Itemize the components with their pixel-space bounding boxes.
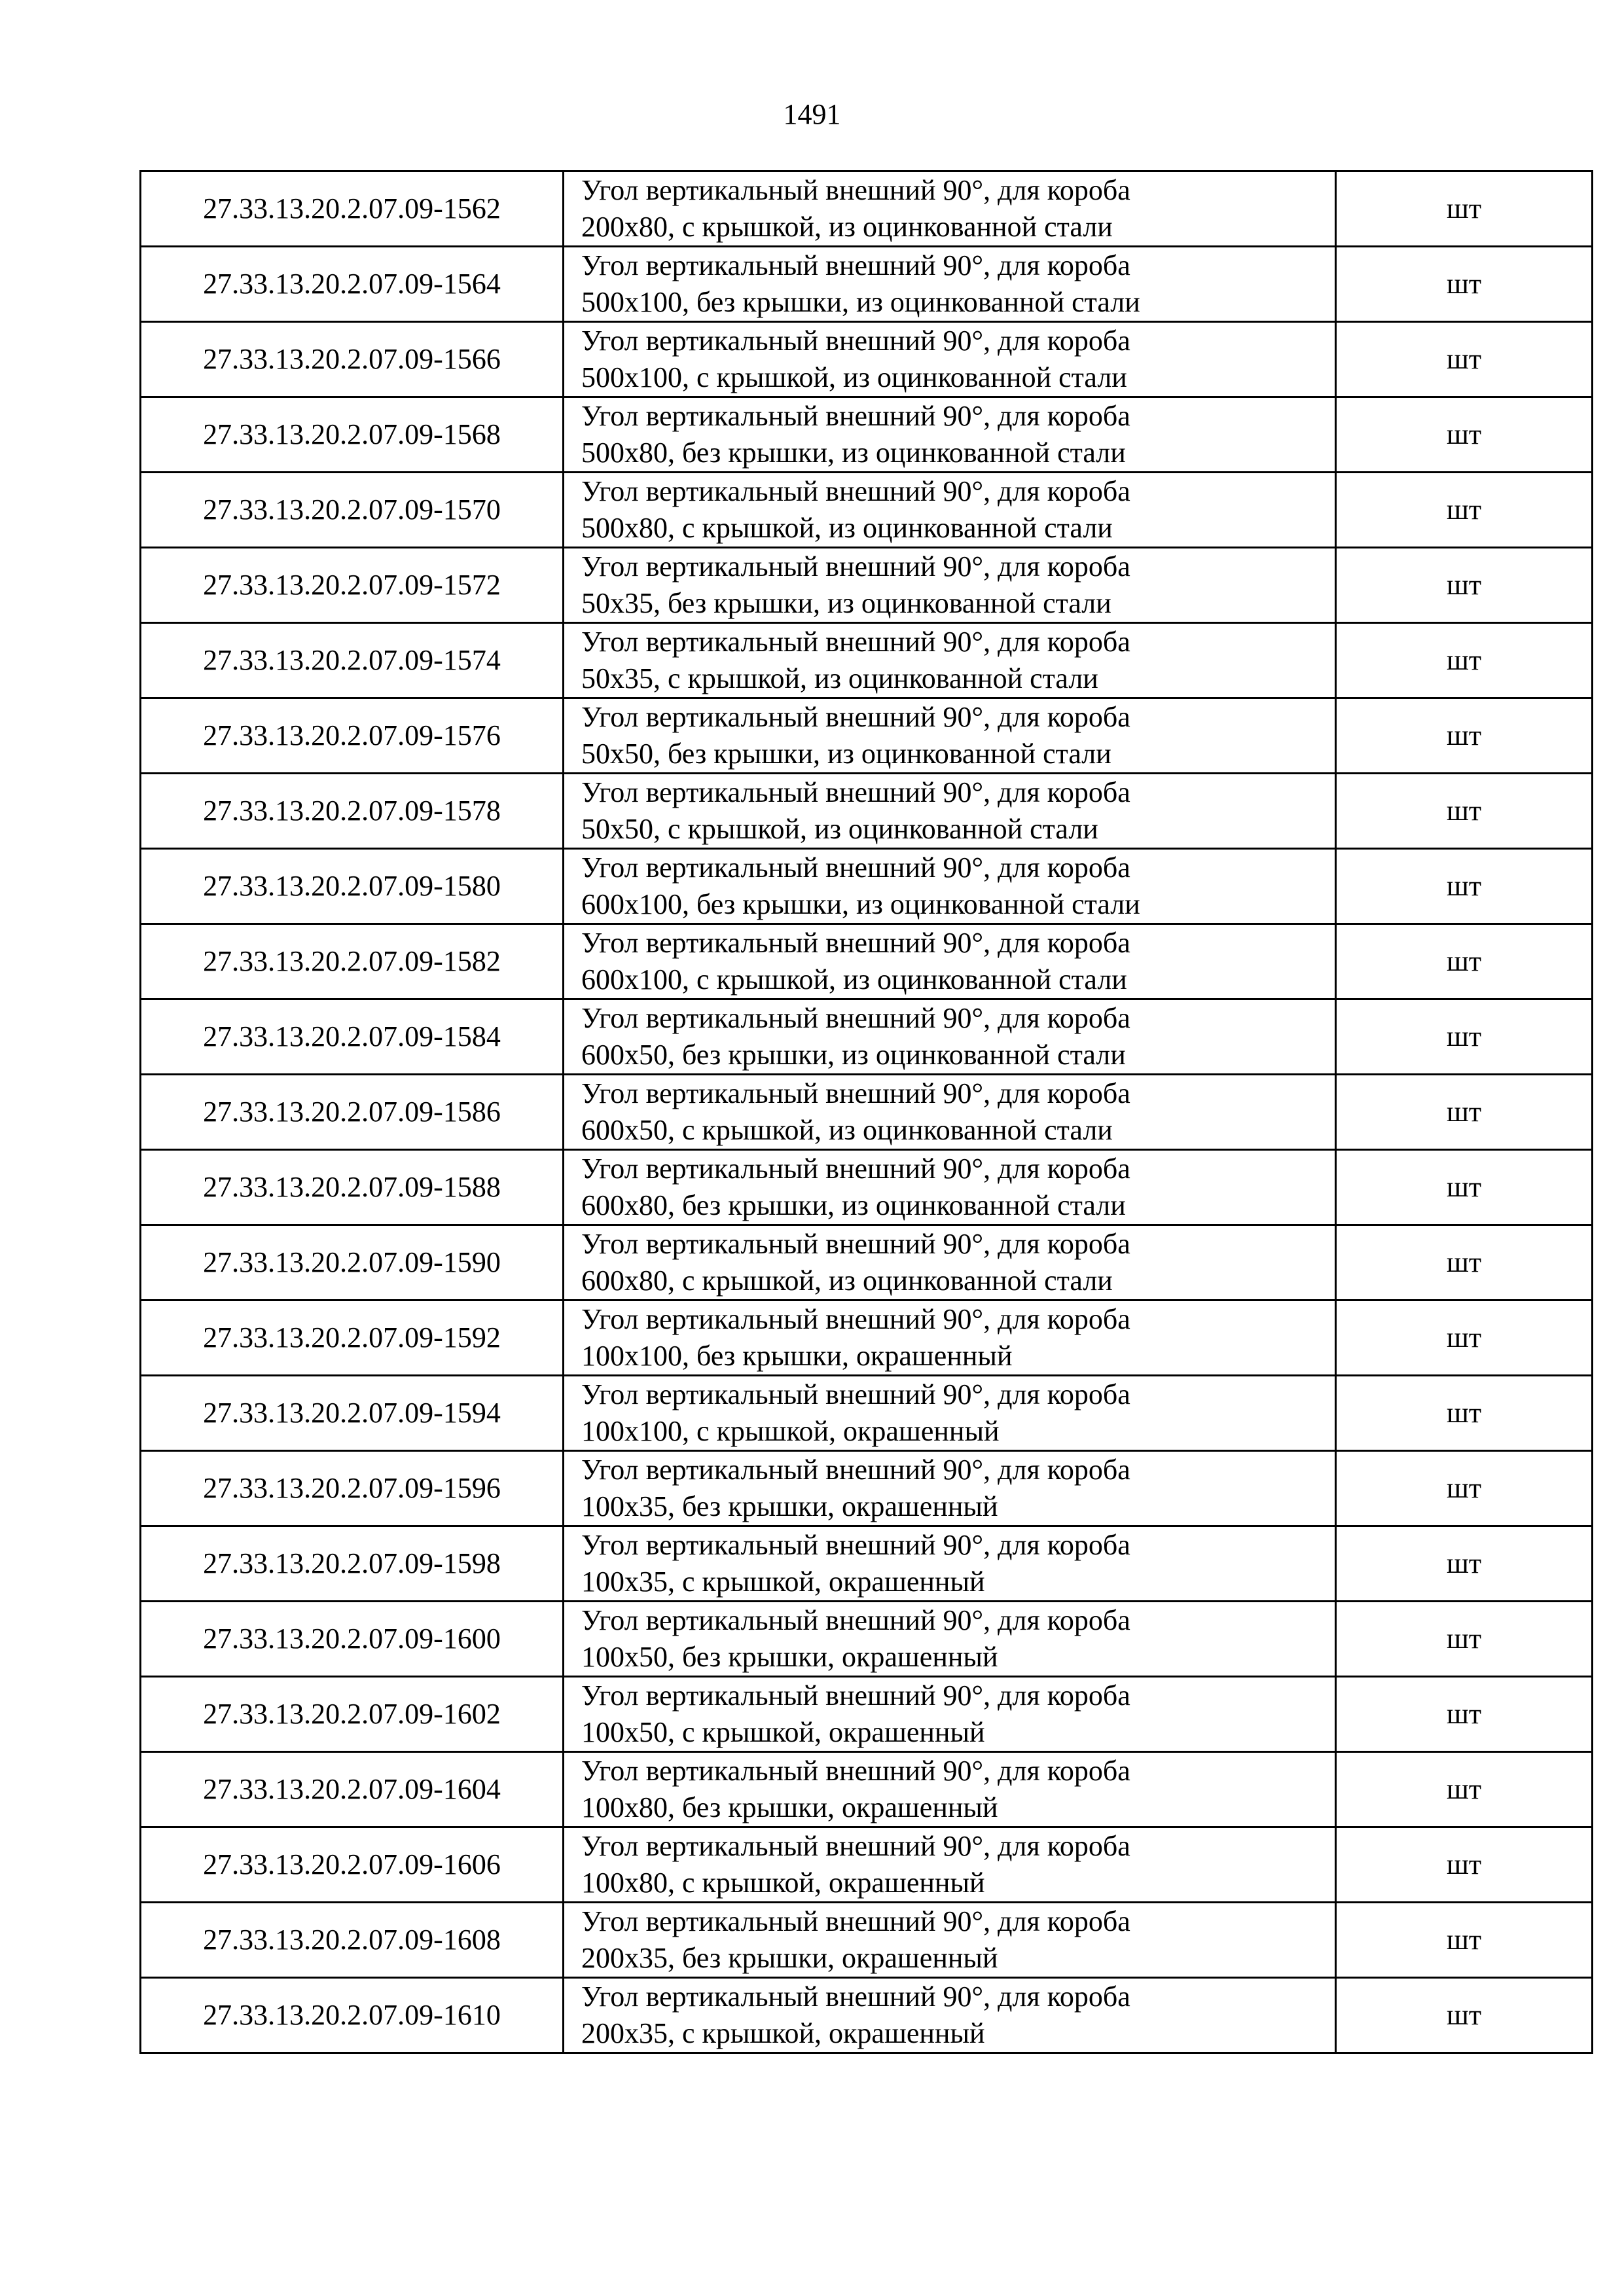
item-code: 27.33.13.20.2.07.09-1576: [141, 698, 564, 774]
description-line: 100х50, без крышки, окрашенный: [581, 1641, 998, 1673]
item-unit: шт: [1336, 1225, 1593, 1300]
description-line: 500х80, без крышки, из оцинкованной стали: [581, 437, 1126, 469]
table-row: [141, 548, 1593, 623]
item-unit: шт: [1336, 1075, 1593, 1150]
table-row: [141, 623, 1593, 698]
item-description: [564, 1978, 1336, 2053]
item-code: 27.33.13.20.2.07.09-1596: [141, 1451, 564, 1526]
description-line: 100х80, без крышки, окрашенный: [581, 1791, 998, 1823]
item-unit: шт: [1336, 1752, 1593, 1827]
item-code: 27.33.13.20.2.07.09-1572: [141, 548, 564, 623]
item-code: 27.33.13.20.2.07.09-1590: [141, 1225, 564, 1300]
description-line: 100х35, с крышкой, окрашенный: [581, 1566, 985, 1598]
item-unit: шт: [1336, 849, 1593, 924]
table-row: [141, 1602, 1593, 1677]
table-row: [141, 247, 1593, 322]
item-code: 27.33.13.20.2.07.09-1566: [141, 322, 564, 397]
table-row: [141, 924, 1593, 999]
description-line: 500х100, без крышки, из оцинкованной стали: [581, 286, 1140, 318]
description-line: 50х35, с крышкой, из оцинкованной стали: [581, 662, 1098, 694]
table-row: [141, 1827, 1593, 1903]
item-code: 27.33.13.20.2.07.09-1580: [141, 849, 564, 924]
table-row: [141, 1075, 1593, 1150]
item-unit: шт: [1336, 1602, 1593, 1677]
page-number: 1491: [783, 98, 841, 130]
description-line: 100х100, без крышки, окрашенный: [581, 1340, 1013, 1372]
description-line: Угол вертикальный внешний 90°, для короба: [581, 1378, 1130, 1410]
item-unit: шт: [1336, 999, 1593, 1075]
item-code: 27.33.13.20.2.07.09-1604: [141, 1752, 564, 1827]
item-code: 27.33.13.20.2.07.09-1584: [141, 999, 564, 1075]
description-line: Угол вертикальный внешний 90°, для короба: [581, 1228, 1130, 1260]
price-table: [139, 170, 1593, 2054]
item-unit: шт: [1336, 1903, 1593, 1978]
description-line: 500х80, с крышкой, из оцинкованной стали: [581, 512, 1113, 544]
description-line: 50х35, без крышки, из оцинкованной стали: [581, 587, 1111, 619]
item-code: 27.33.13.20.2.07.09-1588: [141, 1150, 564, 1225]
description-line: Угол вертикальный внешний 90°, для короба: [581, 1303, 1130, 1335]
item-code: 27.33.13.20.2.07.09-1592: [141, 1300, 564, 1376]
item-code: 27.33.13.20.2.07.09-1600: [141, 1602, 564, 1677]
description-line: 200х35, с крышкой, окрашенный: [581, 2017, 985, 2049]
description-line: Угол вертикальный внешний 90°, для короба: [581, 325, 1130, 357]
table-row: [141, 1150, 1593, 1225]
item-unit: шт: [1336, 1526, 1593, 1602]
description-line: Угол вертикальный внешний 90°, для короба: [581, 1981, 1130, 2013]
item-description: [564, 623, 1336, 698]
item-code: 27.33.13.20.2.07.09-1570: [141, 473, 564, 548]
item-description: [564, 247, 1336, 322]
item-unit: шт: [1336, 397, 1593, 473]
item-description: [564, 698, 1336, 774]
item-unit: шт: [1336, 1677, 1593, 1752]
item-unit: шт: [1336, 1451, 1593, 1526]
description-line: 600х80, с крышкой, из оцинкованной стали: [581, 1265, 1113, 1297]
table-row: [141, 1376, 1593, 1451]
item-code: 27.33.13.20.2.07.09-1594: [141, 1376, 564, 1451]
description-line: Угол вертикальный внешний 90°, для короба: [581, 1153, 1130, 1185]
item-unit: шт: [1336, 1978, 1593, 2053]
item-description: [564, 548, 1336, 623]
table-row: [141, 1903, 1593, 1978]
item-unit: шт: [1336, 473, 1593, 548]
table-row: [141, 1526, 1593, 1602]
description-line: 600х100, без крышки, из оцинкованной стали: [581, 888, 1140, 920]
description-line: 200х35, без крышки, окрашенный: [581, 1942, 998, 1974]
item-description: [564, 397, 1336, 473]
description-line: 600х100, с крышкой, из оцинкованной стали: [581, 963, 1127, 996]
item-description: [564, 999, 1336, 1075]
item-description: [564, 1225, 1336, 1300]
item-unit: шт: [1336, 1300, 1593, 1376]
item-unit: шт: [1336, 698, 1593, 774]
table-row: [141, 473, 1593, 548]
description-line: Угол вертикальный внешний 90°, для короба: [581, 1830, 1130, 1862]
table-row: [141, 698, 1593, 774]
item-description: [564, 924, 1336, 999]
table-row: [141, 1451, 1593, 1526]
description-line: 200х80, с крышкой, из оцинкованной стали: [581, 211, 1113, 243]
description-line: Угол вертикальный внешний 90°, для короба: [581, 475, 1130, 507]
item-code: 27.33.13.20.2.07.09-1564: [141, 247, 564, 322]
item-description: [564, 1150, 1336, 1225]
description-line: 100х50, с крышкой, окрашенный: [581, 1716, 985, 1748]
table-row: [141, 171, 1593, 247]
item-description: [564, 1376, 1336, 1451]
description-line: Угол вертикальный внешний 90°, для короба: [581, 1529, 1130, 1561]
table-row: [141, 322, 1593, 397]
item-unit: шт: [1336, 171, 1593, 247]
item-code: 27.33.13.20.2.07.09-1602: [141, 1677, 564, 1752]
description-line: Угол вертикальный внешний 90°, для короба: [581, 701, 1130, 733]
table-row: [141, 1978, 1593, 2053]
description-line: 100х35, без крышки, окрашенный: [581, 1490, 998, 1522]
item-unit: шт: [1336, 1827, 1593, 1903]
item-description: [564, 322, 1336, 397]
table-row: [141, 397, 1593, 473]
item-description: [564, 1075, 1336, 1150]
item-unit: шт: [1336, 1150, 1593, 1225]
item-description: [564, 774, 1336, 849]
item-code: 27.33.13.20.2.07.09-1578: [141, 774, 564, 849]
description-line: Угол вертикальный внешний 90°, для короба: [581, 1604, 1130, 1636]
item-description: [564, 1752, 1336, 1827]
table-row: [141, 849, 1593, 924]
item-code: 27.33.13.20.2.07.09-1598: [141, 1526, 564, 1602]
table-row: [141, 1225, 1593, 1300]
item-description: [564, 1827, 1336, 1903]
item-code: 27.33.13.20.2.07.09-1574: [141, 623, 564, 698]
table-row: [141, 1300, 1593, 1376]
item-code: 27.33.13.20.2.07.09-1610: [141, 1978, 564, 2053]
description-line: Угол вертикальный внешний 90°, для короба: [581, 1077, 1130, 1109]
item-unit: шт: [1336, 774, 1593, 849]
description-line: Угол вертикальный внешний 90°, для короба: [581, 626, 1130, 658]
item-description: [564, 849, 1336, 924]
item-code: 27.33.13.20.2.07.09-1586: [141, 1075, 564, 1150]
item-code: 27.33.13.20.2.07.09-1568: [141, 397, 564, 473]
description-line: 600х50, с крышкой, из оцинкованной стали: [581, 1114, 1113, 1146]
description-line: 100х80, с крышкой, окрашенный: [581, 1867, 985, 1899]
item-description: [564, 171, 1336, 247]
item-code: 27.33.13.20.2.07.09-1562: [141, 171, 564, 247]
description-line: Угол вертикальный внешний 90°, для короба: [581, 1002, 1130, 1034]
item-description: [564, 1602, 1336, 1677]
description-line: 600х80, без крышки, из оцинкованной стали: [581, 1189, 1126, 1221]
item-unit: шт: [1336, 924, 1593, 999]
item-code: 27.33.13.20.2.07.09-1606: [141, 1827, 564, 1903]
description-line: Угол вертикальный внешний 90°, для короба: [581, 927, 1130, 959]
item-unit: шт: [1336, 322, 1593, 397]
description-line: Угол вертикальный внешний 90°, для короба: [581, 852, 1130, 884]
item-description: [564, 473, 1336, 548]
description-line: 600х50, без крышки, из оцинкованной стали: [581, 1039, 1126, 1071]
item-description: [564, 1903, 1336, 1978]
item-unit: шт: [1336, 548, 1593, 623]
item-code: 27.33.13.20.2.07.09-1608: [141, 1903, 564, 1978]
description-line: 100х100, с крышкой, окрашенный: [581, 1415, 1000, 1447]
description-line: 50х50, с крышкой, из оцинкованной стали: [581, 813, 1098, 845]
description-line: Угол вертикальный внешний 90°, для короба: [581, 1679, 1130, 1712]
item-unit: шт: [1336, 623, 1593, 698]
description-line: Угол вертикальный внешний 90°, для короба: [581, 174, 1130, 206]
description-line: Угол вертикальный внешний 90°, для короба: [581, 1905, 1130, 1937]
description-line: Угол вертикальный внешний 90°, для короба: [581, 249, 1130, 281]
item-unit: шт: [1336, 247, 1593, 322]
item-code: 27.33.13.20.2.07.09-1582: [141, 924, 564, 999]
item-description: [564, 1526, 1336, 1602]
description-line: 500х100, с крышкой, из оцинкованной стали: [581, 361, 1127, 393]
description-line: Угол вертикальный внешний 90°, для короба: [581, 776, 1130, 808]
table-row: [141, 774, 1593, 849]
description-line: Угол вертикальный внешний 90°, для короба: [581, 1454, 1130, 1486]
description-line: Угол вертикальный внешний 90°, для короба: [581, 1755, 1130, 1787]
item-unit: шт: [1336, 1376, 1593, 1451]
table-row: [141, 1752, 1593, 1827]
item-description: [564, 1300, 1336, 1376]
description-line: 50х50, без крышки, из оцинкованной стали: [581, 738, 1111, 770]
table-row: [141, 999, 1593, 1075]
description-line: Угол вертикальный внешний 90°, для короба: [581, 550, 1130, 583]
table-row: [141, 1677, 1593, 1752]
description-line: Угол вертикальный внешний 90°, для короба: [581, 400, 1130, 432]
item-description: [564, 1677, 1336, 1752]
item-description: [564, 1451, 1336, 1526]
